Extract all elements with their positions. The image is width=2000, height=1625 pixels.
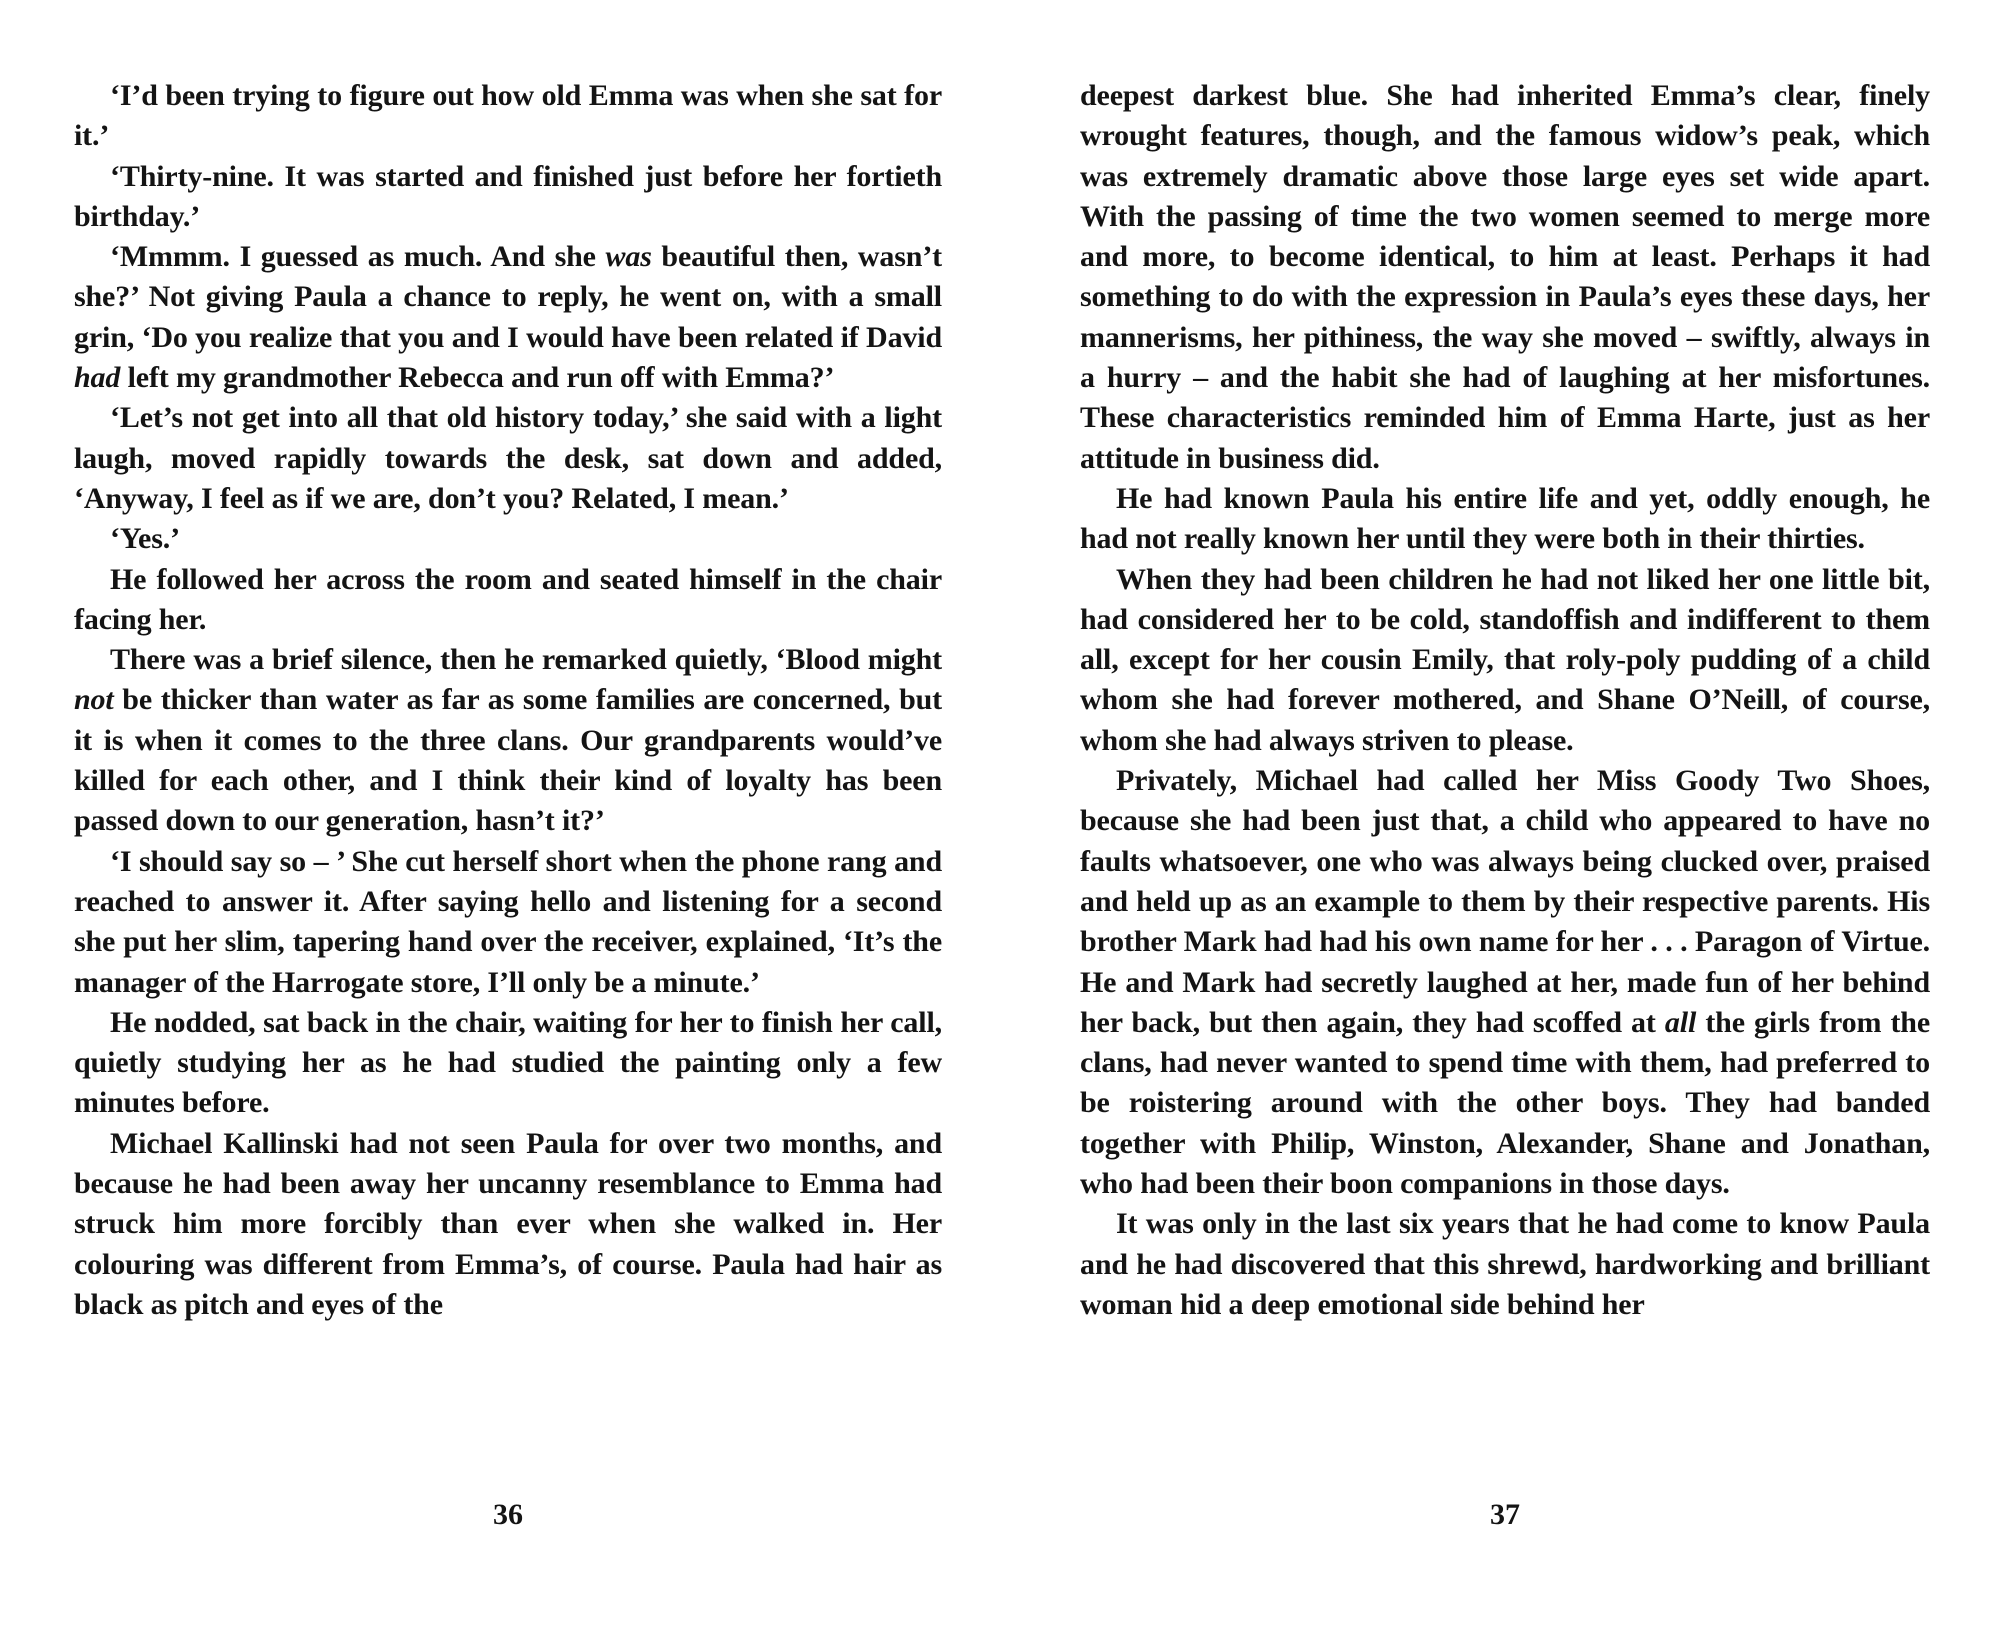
text-run: deepest darkest blue. She had inherited Emma’s clear, finely wrought features, though, and the famous widow’s peak, which was extremely dramatic above those large eyes set wide apart. With the passing of time the two women seemed to merge more and more, to become identical, to him at least. Perhaps it had something to do with the expression in Paula’s eyes these days, her mannerisms, her pithiness, the way she moved – swiftly, always in a hurry – and the habit she had of laughing at her misfortunes. These characteristics reminded him of Emma Harte, just as her attitude in business did.	[1080, 79, 1930, 475]
text-run: ‘I’d been trying to figure out how old Emma was when she sat for it.’	[74, 79, 942, 153]
text-run: It was only in the last six years that he had come to know Paula and he had discovered that this shrewd, hardworking and brilliant woman hid a deep emotional side behind her	[1080, 1207, 1930, 1321]
paragraph	[74, 1124, 942, 1325]
italic-emphasis: had	[74, 361, 121, 395]
text-run: There was a brief silence, then he remarked quietly, ‘Blood might	[110, 643, 942, 677]
text-run: ‘Thirty-nine. It was started and finished just before her fortieth birthday.’	[74, 159, 942, 233]
paragraph	[74, 519, 942, 559]
paragraph	[1080, 479, 1930, 560]
text-run: Michael Kallinski had not seen Paula for over two months, and because he had been away her uncanny resemblance to Emma had struck him more forcibly than ever when she walked in. Her colouring was different from Emma’s, of course. Paula had hair as black as pitch and eyes of the	[74, 1126, 942, 1321]
paragraph	[74, 1003, 942, 1124]
text-run: Privately, Michael had called her Miss Goody Two Shoes, because she had been just that, a child who appeared to have no faults whatsoever, one who was always being clucked over, praised and held up as an example to them by their respective parents. His brother Mark had had his own name for her . . . Paragon of Virtue. He and Mark had secretly laughed at her, made fun of her behind her back, but then again, they had scoffed at	[1080, 764, 1930, 1039]
text-run: ‘I should say so – ’ She cut herself short when the phone rang and reached to answer it. After saying hello and listening for a second she put her slim, tapering hand over the receiver, explained, ‘It’s the manager of the Harrogate store, I’ll only be a minute.’	[74, 844, 942, 999]
paragraph	[74, 76, 942, 157]
paragraph	[1080, 560, 1930, 761]
paragraph	[74, 560, 942, 641]
text-run: ‘Yes.’	[110, 522, 180, 556]
paragraph	[74, 640, 942, 841]
paragraph	[74, 842, 942, 1003]
right-page	[1080, 76, 1930, 1325]
left-page-text	[74, 76, 942, 1325]
text-run: ‘Mmmm. I guessed as much. And she	[110, 240, 606, 274]
text-run: When they had been children he had not liked her one little bit, had considered her to be cold, standoffish and indifferent to them all, except for her cousin Emily, that roly-poly pudding of a child whom she had forever mothered, and Shane O’Neill, of course, whom she had always striven to please.	[1080, 562, 1930, 757]
text-run: be thicker than water as far as some families are concerned, but it is when it comes to the three clans. Our grandparents would’ve killed for each other, and I think their kind of loyalty has been passed down to our generation, hasn’t it?’	[74, 683, 942, 838]
paragraph	[1080, 761, 1930, 1204]
text-run: He had known Paula his entire life and yet, oddly enough, he had not really known her until they were both in their thirties.	[1080, 481, 1930, 556]
paragraph	[1080, 1204, 1930, 1325]
italic-emphasis: not	[74, 683, 114, 717]
page-number-left: 36	[493, 1498, 523, 1531]
paragraph	[74, 157, 942, 238]
right-page-text	[1080, 76, 1930, 1325]
text-run: ‘Let’s not get into all that old history today,’ she said with a light laugh, moved rapidly towards the desk, sat down and added, ‘Anyway, I feel as if we are, don’t you? Related, I mean.’	[74, 401, 942, 515]
italic-emphasis: all	[1664, 1005, 1697, 1039]
page-number-right: 37	[1490, 1498, 1520, 1531]
text-run: left my grandmother Rebecca and run off with Emma?’	[120, 361, 835, 395]
text-run: the girls from the clans, had never wanted to spend time with them, had preferred to be roistering around with the other boys. They had banded together with Philip, Winston, Alexander, Shane and Jonathan, who had been their boon companions in those days.	[1080, 1005, 1931, 1201]
paragraph	[74, 237, 942, 398]
text-run: beautiful then, wasn’t she?’ Not giving Paula a chance to reply, he went on, with a small grin, ‘Do you realize that you and I would have been related if David	[74, 240, 943, 354]
italic-emphasis: was	[605, 240, 652, 274]
left-page	[74, 76, 942, 1325]
paragraph	[1080, 76, 1930, 479]
text-run: He followed her across the room and seated himself in the chair facing her.	[74, 562, 942, 636]
text-run: He nodded, sat back in the chair, waiting for her to finish her call, quietly studying her as he had studied the painting only a few minutes before.	[74, 1005, 942, 1120]
paragraph	[74, 398, 942, 519]
